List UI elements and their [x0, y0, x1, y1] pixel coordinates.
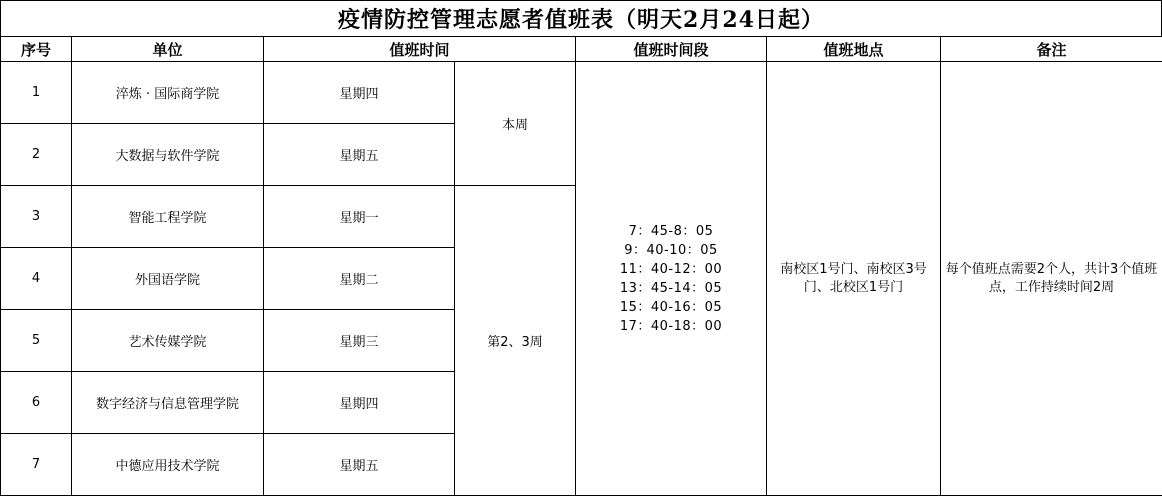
header-row: [1, 37, 1162, 62]
row-seq: 3: [1, 186, 72, 248]
row-unit: 外国语学院: [72, 248, 264, 310]
row-day: 星期二: [264, 248, 455, 310]
duty-place-cell: 南校区1号门、南校区3号门、北校区1号门: [767, 62, 941, 496]
row-day: 星期四: [264, 372, 455, 434]
header-duty-place: 值班地点: [767, 37, 941, 62]
row-seq: 5: [1, 310, 72, 372]
remark-cell: 每个值班点需要2个人，共计3个值班点，工作持续时间2周: [941, 62, 1162, 496]
header-duty-time: 值班时间: [264, 37, 576, 62]
row-unit: 艺术传媒学院: [72, 310, 264, 372]
row-unit: 中德应用技术学院: [72, 434, 264, 496]
row-day: 星期三: [264, 310, 455, 372]
header-seq: 序号: [1, 37, 72, 62]
sheet-title: 疫情防控管理志愿者值班表（明天2月24日起）: [0, 0, 1162, 36]
time-slots-cell: 7：45-8：05 9：40-10：05 11：40-12：00 13：45-14：05 15：40-16：05 17：40-18：00: [576, 62, 767, 496]
header-remark: 备注: [941, 37, 1162, 62]
row-seq: 6: [1, 372, 72, 434]
week-group-this-week: 本周: [455, 62, 576, 186]
row-day: 星期五: [264, 124, 455, 186]
row-unit: 数字经济与信息管理学院: [72, 372, 264, 434]
row-day: 星期一: [264, 186, 455, 248]
header-unit: 单位: [72, 37, 264, 62]
row-seq: 2: [1, 124, 72, 186]
row-seq: 1: [1, 62, 72, 124]
row-seq: 4: [1, 248, 72, 310]
row-day: 星期四: [264, 62, 455, 124]
row-day: 星期五: [264, 434, 455, 496]
row-unit: 大数据与软件学院: [72, 124, 264, 186]
table-row: [1, 62, 1162, 124]
header-duty-period: 值班时间段: [576, 37, 767, 62]
week-group-weeks-2-3: 第2、3周: [455, 186, 576, 496]
row-unit: 智能工程学院: [72, 186, 264, 248]
duty-roster-table: [0, 36, 1162, 496]
row-seq: 7: [1, 434, 72, 496]
row-unit: 淬炼 · 国际商学院: [72, 62, 264, 124]
